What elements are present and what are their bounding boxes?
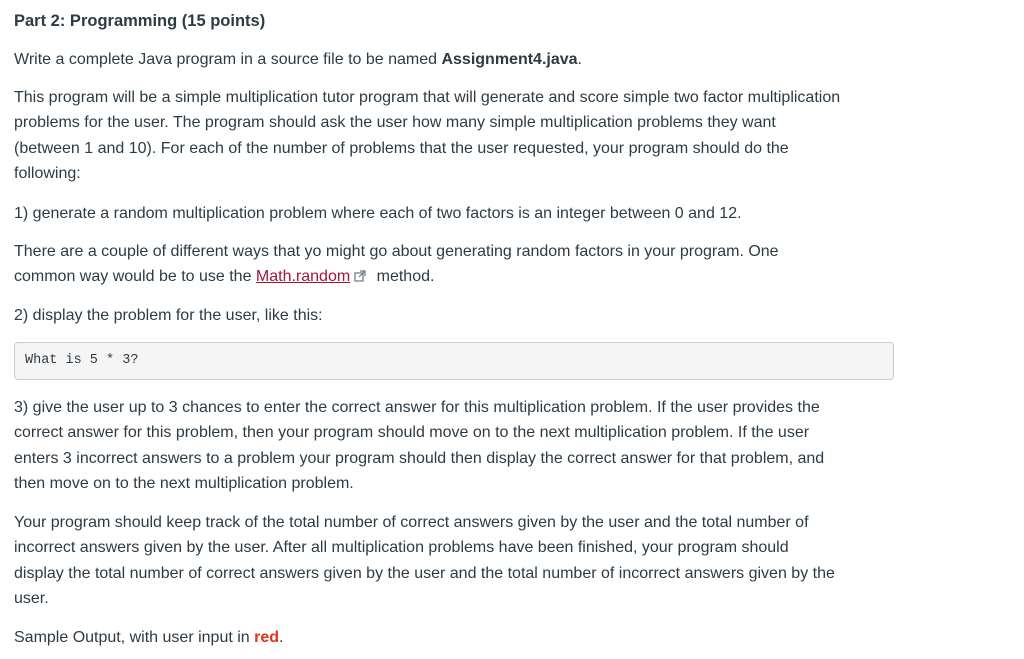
math-random-link[interactable]: Math.random xyxy=(255,268,351,286)
step-3-line: then move on to the next multiplication problem. xyxy=(14,475,354,493)
step-3-paragraph xyxy=(14,395,898,497)
sample-output-prefix: Sample Output, with user input in xyxy=(14,629,255,646)
section-heading: Part 2: Programming (15 points) xyxy=(14,12,266,30)
description-line: problems for the user. The program should ask the user how many simple multiplication problems they want xyxy=(14,114,776,132)
description-line: This program will be a simple multiplication tutor program that will generate and score simple two factor multiplication xyxy=(14,89,841,106)
random-note-prefix: common way would be to use the xyxy=(14,268,256,286)
description-line: (between 1 and 10). For each of the number of problems that the user requested, your program should do the xyxy=(14,139,789,157)
code-sample: What is 5 * 3? xyxy=(25,353,139,368)
step-2-paragraph: 2) display the problem for the user, like this: xyxy=(14,307,323,324)
random-note-suffix: method. xyxy=(372,268,435,286)
tracking-line: Your program should keep track of the total number of correct answers given by the user and the total number of xyxy=(14,514,809,531)
step-1-paragraph: 1) generate a random multiplication problem where each of two factors is an integer between 0 and 12. xyxy=(14,205,742,222)
tracking-line: user. xyxy=(14,590,49,608)
external-link-icon[interactable] xyxy=(354,270,366,282)
step-3-line: enters 3 incorrect answers to a problem your program should then display the correct answer for that problem, and xyxy=(14,449,825,467)
code-sample-box xyxy=(14,342,894,380)
filename: Assignment4.java xyxy=(441,51,578,68)
tracking-line: display the total number of correct answers given by the user and the total number of incorrect answers given by the xyxy=(14,564,835,582)
description-line: following: xyxy=(14,165,81,183)
random-note-paragraph xyxy=(14,239,898,290)
sample-output-paragraph xyxy=(14,625,898,650)
step-3-line: 3) give the user up to 3 chances to enter the correct answer for this multiplication problem. If the user provides the xyxy=(14,399,820,416)
intro-suffix: . xyxy=(577,51,582,68)
red-highlight: red xyxy=(254,629,280,646)
tracking-paragraph xyxy=(14,510,898,612)
intro-prefix: Write a complete Java program in a source file to be named xyxy=(14,51,442,68)
random-note-line: There are a couple of different ways that yo might go about generating random factors in your program. One xyxy=(14,243,779,260)
step-3-line: correct answer for this problem, then your program should move on to the next multiplication problem. If the user xyxy=(14,424,810,442)
description-paragraph xyxy=(14,85,898,187)
intro-paragraph xyxy=(14,47,898,72)
sample-output-suffix: . xyxy=(279,629,284,646)
tracking-line: incorrect answers given by the user. After all multiplication problems have been finished, your program should xyxy=(14,539,789,557)
